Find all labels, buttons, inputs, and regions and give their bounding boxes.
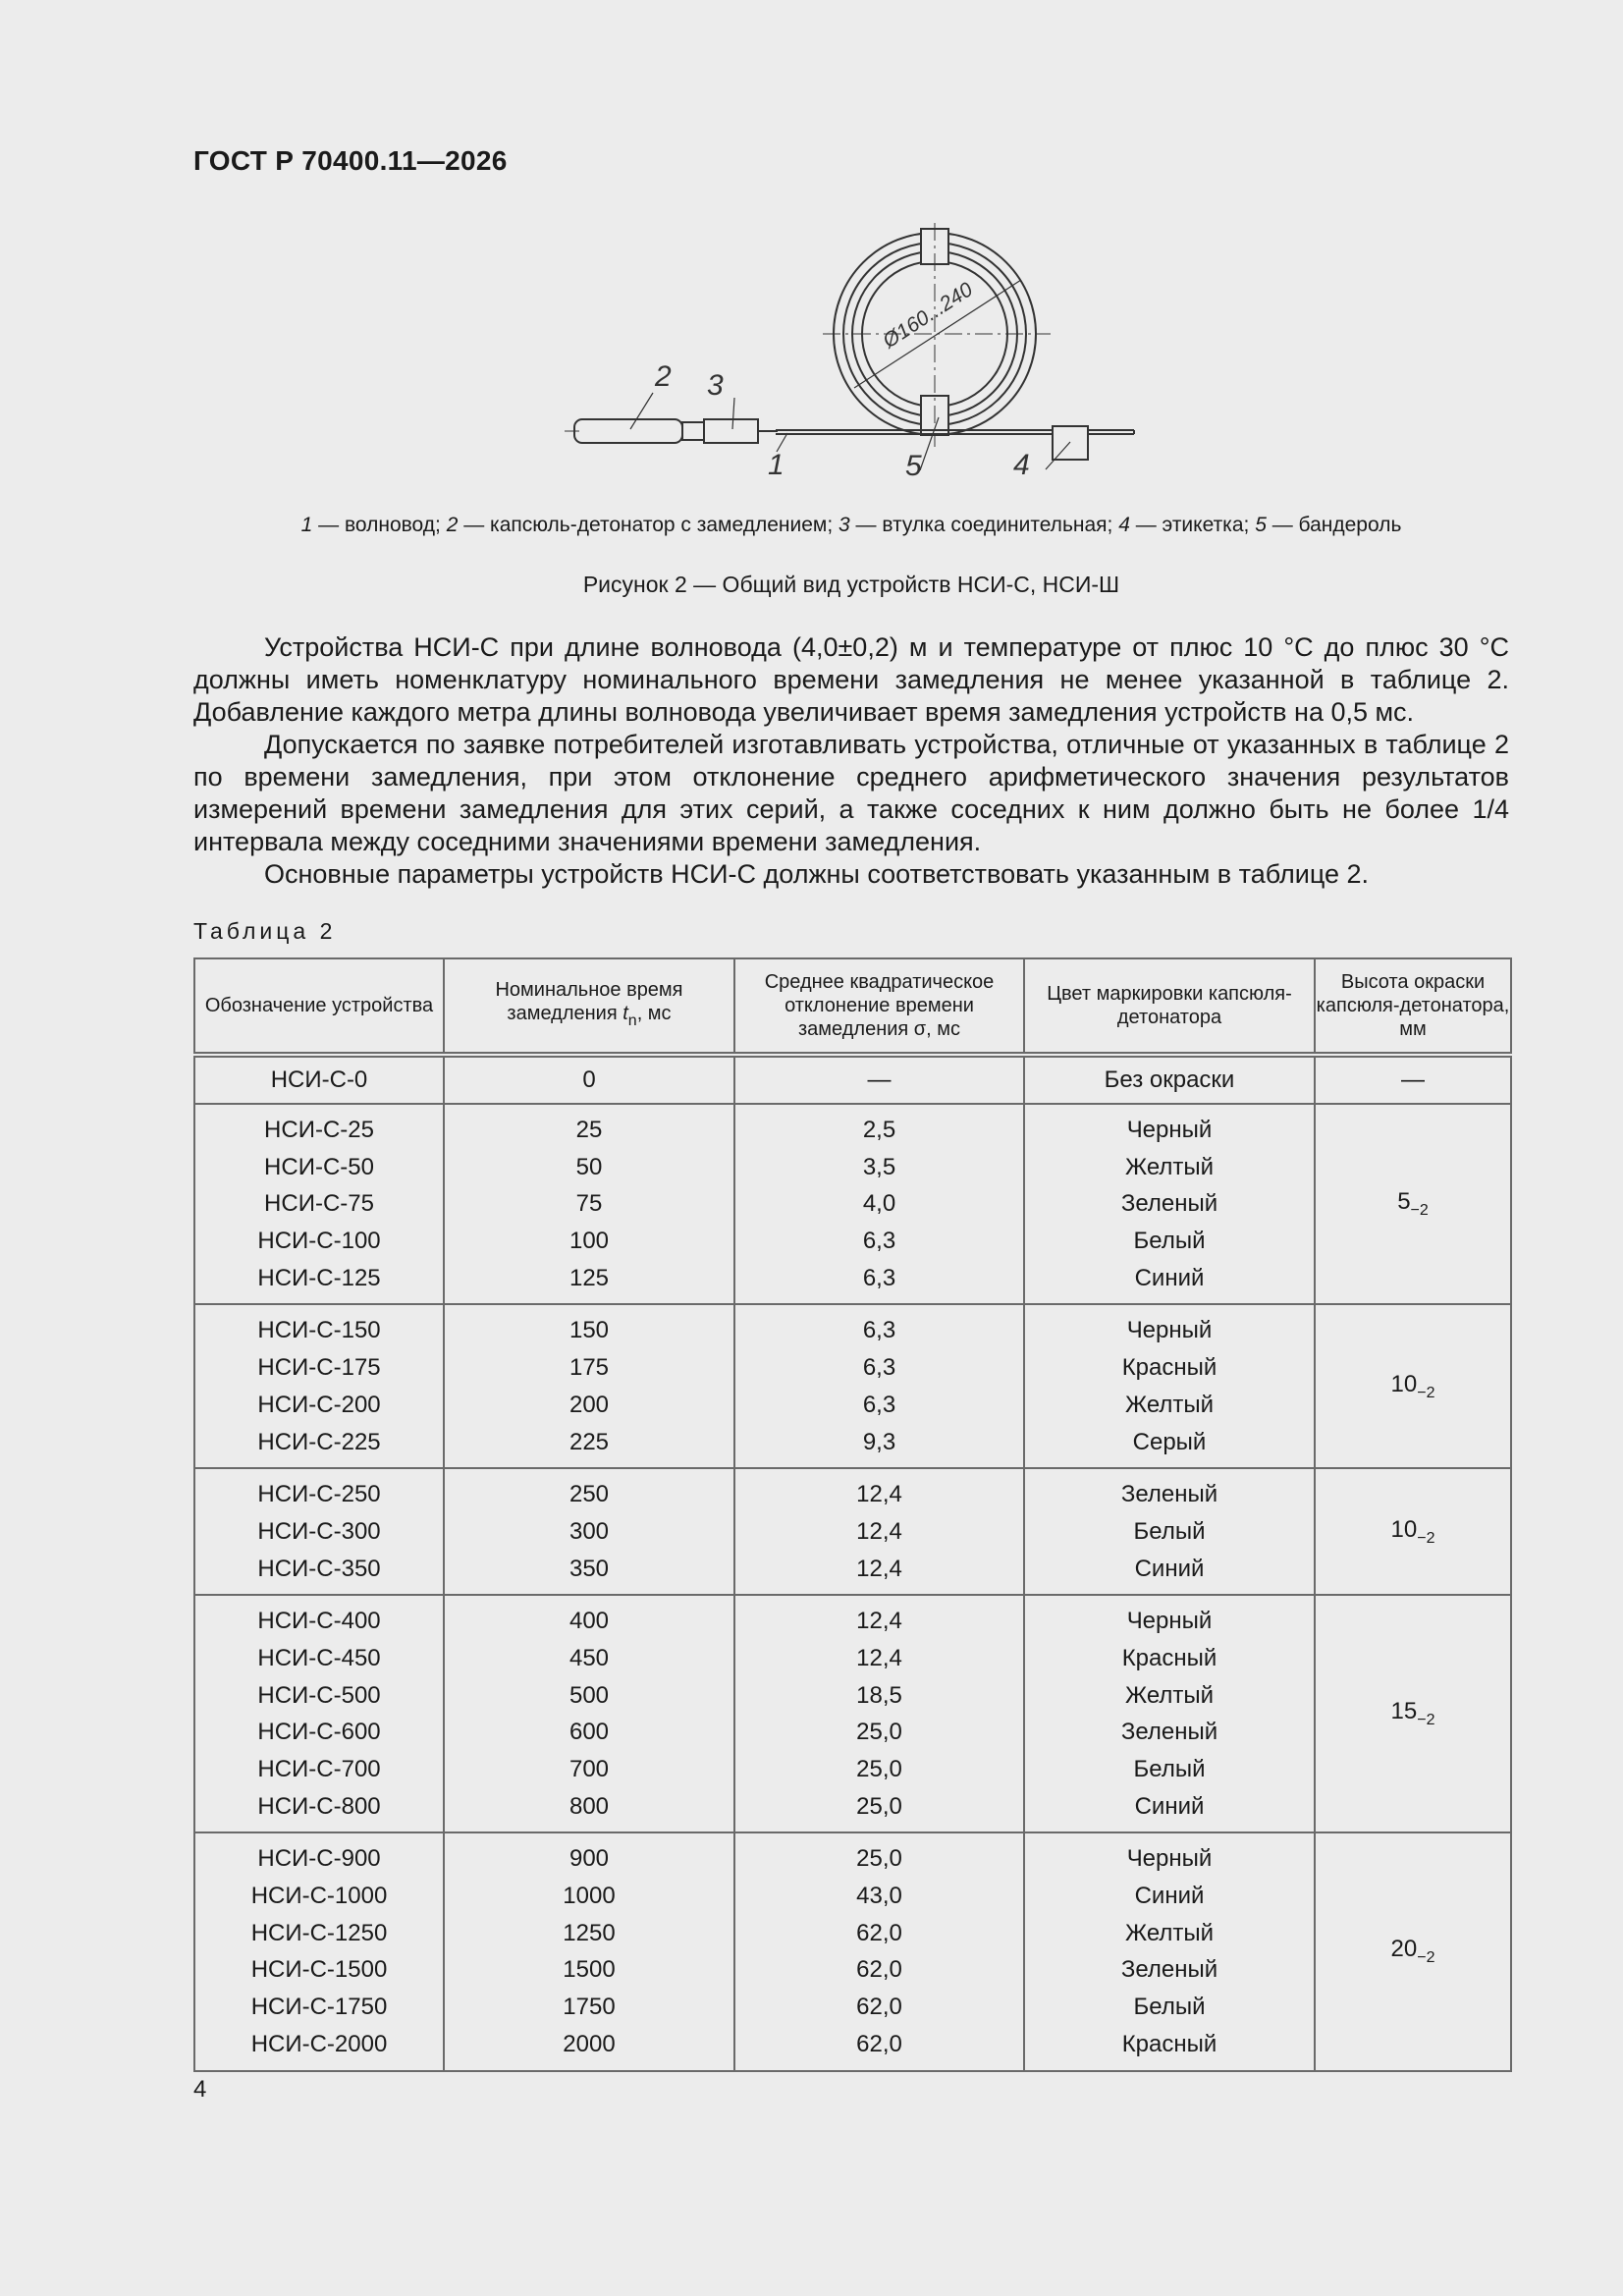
cell-line: НСИ-С-250 [257, 1481, 381, 1508]
cell-line: 25,0 [856, 1845, 902, 1873]
cell-line: Белый [1133, 1517, 1206, 1545]
cell-line: НСИ-С-300 [257, 1517, 381, 1545]
cell-line: НСИ-С-350 [257, 1555, 381, 1582]
cell-line: НСИ-С-125 [257, 1264, 381, 1291]
legend-text-4: — этикетка; [1129, 514, 1256, 536]
table-group-row [194, 1104, 1511, 1304]
cell-line: 900 [568, 1845, 610, 1873]
cell-line: 1500 [563, 1956, 616, 1984]
cell-line: НСИ-С-1750 [250, 1994, 388, 2021]
cell-nominal-time [444, 1595, 734, 1832]
cell-color [1024, 1595, 1315, 1832]
paint-height-tolerance: −2 [1417, 1712, 1435, 1729]
cell-line: 62,0 [856, 1919, 902, 1946]
cell-designation [194, 1104, 444, 1304]
cell-nominal-time [444, 1304, 734, 1468]
cell-paint-height [1315, 1468, 1511, 1595]
cell-line: Черный [1126, 1608, 1213, 1635]
cell-line: 12,4 [856, 1644, 902, 1671]
cell-line: 150 [568, 1317, 610, 1344]
cell-line: Красный [1121, 2030, 1217, 2057]
cell-line: НСИ-С-500 [257, 1681, 381, 1709]
cell-line: 6,3 [862, 1317, 896, 1344]
cell-line: Зеленый [1120, 1481, 1218, 1508]
cell-line: НСИ-С-225 [257, 1428, 381, 1455]
cell-line: 2000 [563, 2030, 616, 2057]
cell-line: Черный [1126, 1117, 1213, 1143]
header-nominal-time [444, 958, 734, 1055]
cell-line: 300 [568, 1517, 610, 1545]
cell-line: Синий [1134, 1264, 1205, 1291]
cell-designation: НСИ-С-0 [194, 1055, 444, 1104]
header-designation: Обозначение устройства [194, 958, 444, 1055]
legend-num-2: 2 [446, 514, 459, 536]
paint-height-tolerance: −2 [1410, 1202, 1429, 1220]
cell-line: Желтый [1124, 1681, 1215, 1709]
table-header-row [194, 958, 1511, 1055]
legend-text-3: — втулка соединительная; [849, 514, 1119, 536]
cell-line: НСИ-С-75 [264, 1190, 374, 1218]
diameter-label: Ø160...240 [879, 278, 977, 354]
figure-caption: Рисунок 2 — Общий вид устройств НСИ-С, НСИ-Ш [582, 572, 1120, 597]
header-paint-height: Высота окраски капсюля-детонатора, мм [1315, 958, 1511, 1055]
cell-line: 43,0 [856, 1883, 902, 1910]
cell-line: Белый [1133, 1756, 1206, 1782]
callout-2: 2 [655, 360, 672, 393]
cell-line: 700 [568, 1756, 610, 1782]
cell-line: 4,0 [862, 1190, 896, 1218]
header-nominal-time-sub: n [627, 1012, 637, 1029]
cell-deviation: — [734, 1055, 1024, 1104]
cell-line: НСИ-С-800 [257, 1792, 381, 1820]
cell-line: НСИ-С-25 [264, 1117, 374, 1143]
header-nominal-time-var: t [622, 1003, 628, 1024]
cell-line: НСИ-С-200 [257, 1391, 381, 1418]
paint-height-value: 5 [1397, 1188, 1411, 1216]
table-group-row [194, 1304, 1511, 1468]
cell-line: НСИ-С-100 [257, 1228, 381, 1255]
cell-line: Желтый [1124, 1391, 1215, 1418]
cell-line: НСИ-С-50 [264, 1153, 374, 1180]
cell-paint-height [1315, 1832, 1511, 2070]
legend-num-5: 5 [1255, 514, 1267, 536]
cell-line: Серый [1132, 1428, 1207, 1455]
callout-1: 1 [768, 449, 784, 481]
cell-paint-height: — [1315, 1055, 1511, 1104]
cell-line: 225 [568, 1428, 610, 1455]
cell-line: Зеленый [1120, 1190, 1218, 1218]
callout-3: 3 [707, 369, 724, 402]
cell-line: 200 [568, 1391, 610, 1418]
cell-line: 350 [568, 1555, 610, 1582]
cell-line: НСИ-С-450 [257, 1644, 381, 1671]
cell-designation [194, 1304, 444, 1468]
parameters-table [193, 957, 1512, 2072]
paint-height-tolerance: −2 [1417, 1384, 1435, 1401]
cell-line: 175 [568, 1354, 610, 1382]
cell-line: 1250 [563, 1919, 616, 1946]
cell-line: НСИ-С-1250 [250, 1919, 388, 1946]
document-header: ГОСТ Р 70400.11—2026 [193, 145, 508, 176]
paint-height-value: 10 [1390, 1370, 1418, 1397]
cell-line: 18,5 [856, 1681, 902, 1709]
cell-color: Без окраски [1024, 1055, 1315, 1104]
header-color: Цвет маркировки капсюля-детонатора [1024, 958, 1315, 1055]
cell-nominal-time: 0 [444, 1055, 734, 1104]
cell-line: 3,5 [862, 1153, 896, 1180]
cell-line: НСИ-С-900 [257, 1845, 381, 1873]
cell-line: 600 [568, 1719, 610, 1746]
paragraph: Устройства НСИ-С при длине волновода (4,0±0,2) м и температуре от плюс 10 °С до плюс 30 °С должны иметь номенклатуру номинального времени замедления не менее указанной в таблице 2. Добавление каждого метра длины волновода увеличивает время замедления устройств на 0,5 мс. [193, 632, 1509, 727]
table-group-row [194, 1832, 1511, 2070]
paint-height-tolerance: −2 [1417, 1529, 1435, 1547]
cell-line: 100 [568, 1228, 610, 1255]
cell-line: 250 [568, 1481, 610, 1508]
legend-num-3: 3 [839, 514, 850, 536]
cell-line: 62,0 [856, 2030, 902, 2057]
table-group-row [194, 1595, 1511, 1832]
cell-color [1024, 1468, 1315, 1595]
cell-paint-height [1315, 1595, 1511, 1832]
paint-height-value: 20 [1390, 1936, 1418, 1963]
cell-line: НСИ-С-1500 [250, 1956, 388, 1984]
cell-line: Красный [1121, 1354, 1217, 1382]
cell-designation [194, 1468, 444, 1595]
cell-line: Синий [1134, 1792, 1205, 1820]
cell-paint-height [1315, 1304, 1511, 1468]
cell-line: Зеленый [1120, 1719, 1218, 1746]
cell-line: НСИ-С-1000 [250, 1883, 388, 1910]
cell-nominal-time [444, 1468, 734, 1595]
cell-line: 9,3 [862, 1428, 896, 1455]
cell-line: 12,4 [856, 1555, 902, 1582]
paint-height-value: 15 [1390, 1698, 1418, 1725]
legend-num-4: 4 [1118, 514, 1130, 536]
cell-line: 450 [568, 1644, 610, 1671]
table-body [194, 1055, 1511, 2071]
cell-line: 125 [568, 1264, 610, 1291]
cell-line: Красный [1121, 1644, 1217, 1671]
cell-line: Желтый [1124, 1153, 1215, 1180]
table-group-row [194, 1468, 1511, 1595]
cell-line: НСИ-С-400 [257, 1608, 381, 1635]
legend-text-5: — бандероль [1266, 514, 1402, 536]
cell-line: Черный [1126, 1317, 1213, 1344]
cell-line: 25,0 [856, 1756, 902, 1782]
cell-line: 12,4 [856, 1608, 902, 1635]
cell-line: Желтый [1124, 1919, 1215, 1946]
cell-line: 500 [568, 1681, 610, 1709]
cell-nominal-time [444, 1104, 734, 1304]
cell-line: 12,4 [856, 1517, 902, 1545]
cell-line: 25,0 [856, 1719, 902, 1746]
header-deviation: Среднее квадратическое отклонение времени замедления σ, мс [734, 958, 1024, 1055]
cell-color [1024, 1832, 1315, 2070]
cell-line: Белый [1133, 1228, 1206, 1255]
cell-line: 2,5 [862, 1117, 896, 1143]
cell-line: 62,0 [856, 1956, 902, 1984]
cell-line: Зеленый [1120, 1956, 1218, 1984]
cell-line: НСИ-С-600 [257, 1719, 381, 1746]
cell-designation [194, 1832, 444, 2070]
table-row [194, 1055, 1511, 1104]
cell-line: 1750 [563, 1994, 616, 2021]
callout-4: 4 [1013, 449, 1030, 481]
table-label: Таблица 2 [193, 918, 337, 944]
cell-deviation [734, 1304, 1024, 1468]
cell-nominal-time [444, 1832, 734, 2070]
paint-height-tolerance: −2 [1417, 1949, 1435, 1967]
cell-color [1024, 1304, 1315, 1468]
figure-legend [193, 514, 1509, 537]
cell-deviation [734, 1595, 1024, 1832]
cell-line: 6,3 [862, 1228, 896, 1255]
cell-line: 800 [568, 1792, 610, 1820]
cell-deviation [734, 1104, 1024, 1304]
body-text [193, 631, 1509, 891]
cell-deviation [734, 1468, 1024, 1595]
legend-text-2: — капсюль-детонатор с замедлением; [458, 514, 839, 536]
cell-color [1024, 1104, 1315, 1304]
header-nominal-time-unit: , мс [636, 1003, 672, 1024]
paragraph: Основные параметры устройств НСИ-С должны соответствовать указанным в таблице 2. [264, 859, 1370, 889]
cell-line: 6,3 [862, 1354, 896, 1382]
cell-line: 25 [575, 1117, 603, 1143]
cell-line: Синий [1134, 1883, 1205, 1910]
cell-line: 1000 [563, 1883, 616, 1910]
cell-line: НСИ-С-175 [257, 1354, 381, 1382]
legend-text-1: — волновод; [312, 514, 447, 536]
cell-line: Черный [1126, 1845, 1213, 1873]
paragraph: Допускается по заявке потребителей изготавливать устройства, отличные от указанных в таблице 2 по времени замедления, при этом отклонение среднего арифметического значения результатов измерений времени замедления для этих серий, а также соседних к ним должно быть не более 1/4 интервала между соседними значениями времени замедления. [193, 730, 1509, 856]
cell-line: НСИ-С-2000 [250, 2030, 388, 2057]
callout-5: 5 [905, 450, 922, 482]
page-number: 4 [193, 2076, 207, 2103]
cell-line: 6,3 [862, 1391, 896, 1418]
cell-line: 25,0 [856, 1792, 902, 1820]
paint-height-value: 10 [1390, 1515, 1418, 1543]
cell-line: 400 [568, 1608, 610, 1635]
cell-designation [194, 1595, 444, 1832]
cell-deviation [734, 1832, 1024, 2070]
cell-line: 6,3 [862, 1264, 896, 1291]
cell-line: Синий [1134, 1555, 1205, 1582]
legend-num-1: 1 [300, 514, 313, 536]
cell-line: 75 [575, 1190, 603, 1218]
cell-line: 62,0 [856, 1994, 902, 2021]
device-drawing [560, 221, 1149, 486]
header-nominal-time-text: Номинальное время замедления [495, 979, 683, 1024]
cell-line: Белый [1133, 1994, 1206, 2021]
cell-line: 50 [575, 1153, 603, 1180]
cell-paint-height [1315, 1104, 1511, 1304]
cell-line: НСИ-С-700 [257, 1756, 381, 1782]
cell-line: 12,4 [856, 1481, 902, 1508]
cell-line: НСИ-С-150 [257, 1317, 381, 1344]
